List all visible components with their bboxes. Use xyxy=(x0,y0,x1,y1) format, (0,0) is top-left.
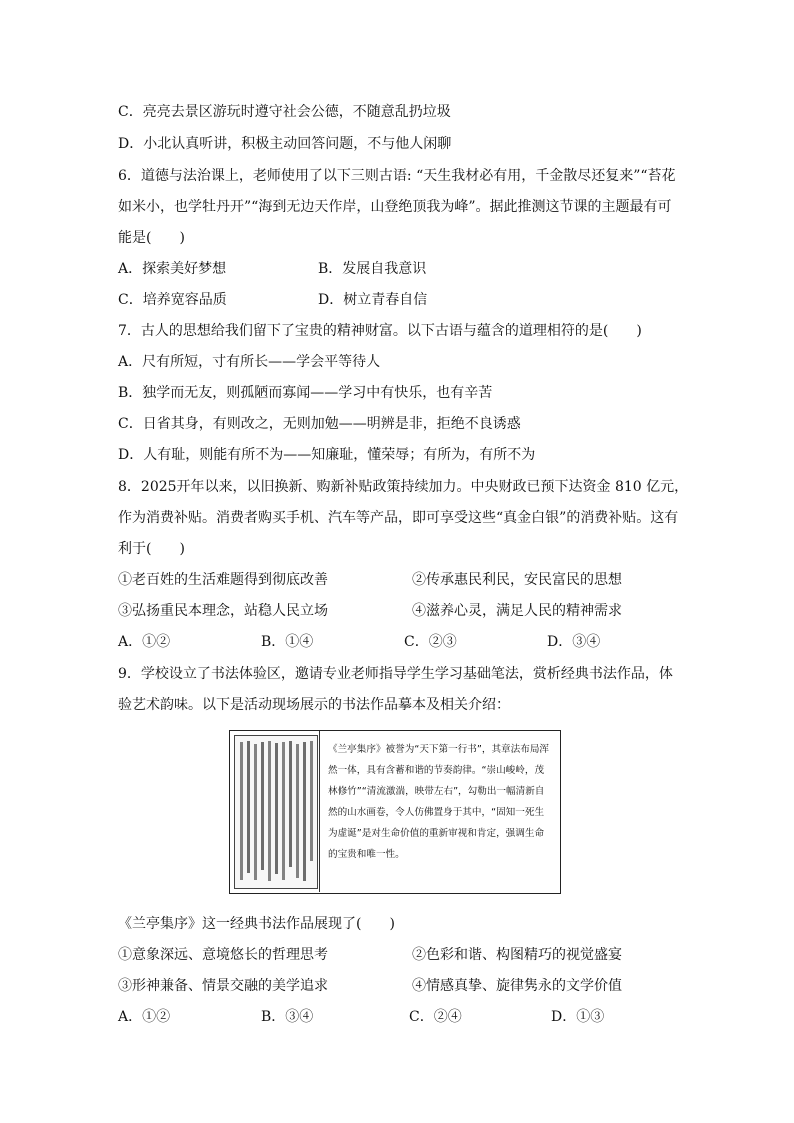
q8-stem-line2: 作为消费补贴。消费者购买手机、汽车等产品，即可享受这些“真金白银”的消费补贴。这有 xyxy=(118,510,679,526)
q6-stem-line2: 如米小，也学牡丹开”“海到无边天作岸，山登绝顶我为峰”。据此推测这节课的主题最有可 xyxy=(118,199,672,215)
q9-option-b: B．③④ xyxy=(261,1009,314,1025)
q6-option-d: D．树立青春自信 xyxy=(318,292,428,308)
q7-option-a: A．尺有所短，寸有所长——学会平等待人 xyxy=(118,354,381,370)
q8-statement-3: ③弘扬重民本理念，站稳人民立场 xyxy=(118,603,328,619)
calligraphy-figure xyxy=(229,730,561,894)
calligraphy-strokes xyxy=(235,736,317,888)
q9-stem-line1: 9．学校设立了书法体验区，邀请专业老师指导学生学习基础笔法，赏析经典书法作品，体 xyxy=(118,666,673,682)
q9-option-d: D．①③ xyxy=(551,1009,605,1025)
q9-stem-line2: 验艺术韵味。以下是活动现场展示的书法作品摹本及相关介绍： xyxy=(118,697,510,713)
q9-statement-3: ③形神兼备、情景交融的美学追求 xyxy=(118,978,328,994)
q8-statement-2: ②传承惠民利民，安民富民的思想 xyxy=(412,572,622,588)
q9-option-a: A．①② xyxy=(118,1009,171,1025)
q5-option-d: D．小北认真听讲，积极主动回答问题，不与他人闲聊 xyxy=(118,136,452,152)
q6-stem-line1: 6．道德与法治课上，老师使用了以下三则古语: “天生我材必有用，千金散尽还复来”“苔花 xyxy=(118,168,676,184)
q6-option-a: A．探索美好梦想 xyxy=(118,261,227,277)
q9-option-c: C．②④ xyxy=(409,1009,462,1025)
q6-stem-line3: 能是( ) xyxy=(118,230,185,246)
calligraphy-image xyxy=(234,735,318,889)
q8-option-d: D．③④ xyxy=(547,634,601,650)
q8-stem-line3: 利于( ) xyxy=(118,541,185,557)
q8-option-a: A．①② xyxy=(118,634,171,650)
q9-statement-1: ①意象深远、意境悠长的哲理思考 xyxy=(118,947,328,963)
q7-option-c: C．日省其身，有则改之，无则加勉——明辨是非，拒绝不良诱惑 xyxy=(118,416,521,432)
q8-option-c: C．②③ xyxy=(404,634,457,650)
q9-stem: 《兰亭集序》这一经典书法作品展现了( ) xyxy=(118,916,395,932)
q5-option-c: C．亮亮去景区游玩时遵守社会公德，不随意乱扔垃圾 xyxy=(118,104,451,120)
figure-divider xyxy=(319,731,320,892)
q8-stem-line1: 8．2025开年以来，以旧换新、购新补贴政策持续加力。中央财政已预下达资金 810 亿元， xyxy=(118,479,689,495)
q6-option-b: B．发展自我意识 xyxy=(318,261,427,277)
figure-description: 《兰亭集序》被誉为“天下第一行书”，其章法布局浑然一体，具有含蓄和谐的节奏韵律。“崇山峻岭，茂林修竹”“清流激湍，映带左右”，勾勒出一幅清新自然的山水画卷，令人仿佛置身于其中，“固知一死生为虚诞”是对生命价值的重新审视和肯定，强调生命的宝贵和唯一性。 xyxy=(328,744,550,860)
q8-statement-4: ④滋养心灵，满足人民的精神需求 xyxy=(412,603,622,619)
q8-statement-1: ①老百姓的生活难题得到彻底改善 xyxy=(118,572,328,588)
q9-statement-2: ②色彩和谐、构图精巧的视觉盛宴 xyxy=(412,947,622,963)
q7-option-d: D．人有耻，则能有所不为——知廉耻，懂荣辱；有所为，有所不为 xyxy=(118,447,536,463)
q6-option-c: C．培养宽容品质 xyxy=(118,292,227,308)
q8-option-b: B．①④ xyxy=(261,634,314,650)
q9-statement-4: ④情感真挚、旋律隽永的文学价值 xyxy=(412,978,622,994)
q7-stem: 7．古人的思想给我们留下了宝贵的精神财富。以下古语与蕴含的道理相符的是( ) xyxy=(118,323,642,339)
q7-option-b: B．独学而无友，则孤陋而寡闻——学习中有快乐，也有辛苦 xyxy=(118,385,493,401)
